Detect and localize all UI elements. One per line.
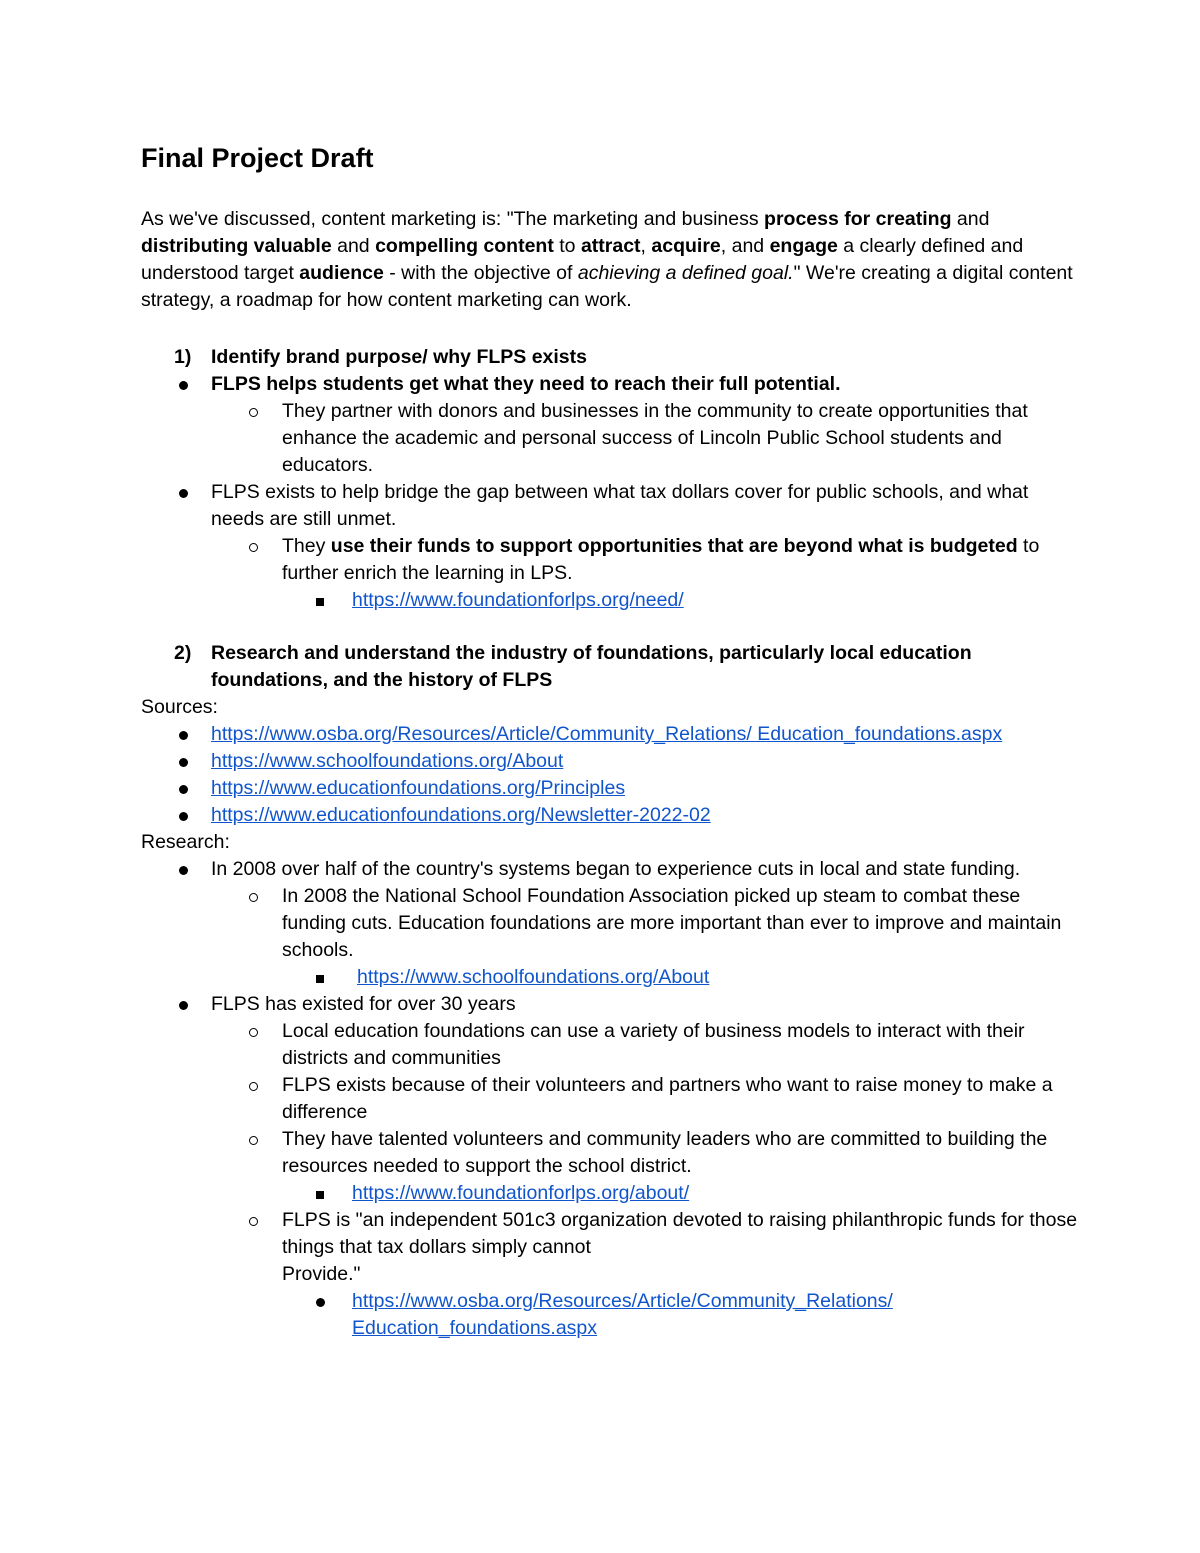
intro-text: As we've discussed, content marketing is: "The marketing and business xyxy=(141,208,765,230)
bullet-dot-icon xyxy=(179,775,188,802)
list-item xyxy=(141,775,1081,802)
section-2-heading xyxy=(141,640,1081,694)
list-item xyxy=(141,991,1081,1018)
intro-text: and xyxy=(951,208,990,230)
list-item xyxy=(141,533,1081,587)
list-item xyxy=(141,587,1081,614)
list-item-text: Provide." xyxy=(282,1263,361,1285)
research-label: Research: xyxy=(141,831,230,853)
section-1-heading-text: Identify brand purpose/ why FLPS exists xyxy=(211,346,587,368)
link-osba-education-foundations[interactable]: https://www.osba.org/Resources/Article/Community_Relations/ Education_foundations.aspx xyxy=(352,1290,893,1339)
intro-text: to xyxy=(553,235,581,257)
intro-bold: audience xyxy=(299,262,384,284)
intro-bold: acquire xyxy=(651,235,721,257)
bullet-dot-icon xyxy=(179,802,188,829)
list-item xyxy=(141,748,1081,775)
bullet-dot-icon xyxy=(179,991,188,1018)
section-1-number: 1) xyxy=(174,346,192,368)
intro-text: " We're creating a digital content strategy, a roadmap for how content marketing can work. xyxy=(141,262,1073,311)
bullet-circle-icon xyxy=(249,1126,258,1153)
list-item xyxy=(141,1288,1081,1342)
link-source-schoolfoundations[interactable]: https://www.schoolfoundations.org/About xyxy=(211,750,564,772)
intro-text: and xyxy=(331,235,376,257)
list-item-bold: use their funds to support opportunities that are beyond what is budgeted xyxy=(330,535,1018,557)
list-item-text: In 2008 the National School Foundation Association picked up steam to combat these funding cuts. Education foundations are more important than ever to improve and maintain schools. xyxy=(282,885,1062,961)
link-source-osba[interactable]: https://www.osba.org/Resources/Article/Community_Relations/ Education_foundations.aspx xyxy=(211,723,1003,745)
document-title: Final Project Draft xyxy=(141,143,374,173)
list-item xyxy=(141,1126,1081,1180)
intro-bold: attract xyxy=(580,235,641,257)
intro-bold: compelling content xyxy=(375,235,554,257)
list-item xyxy=(141,802,1081,829)
bullet-dot-icon xyxy=(179,856,188,883)
sources-label: Sources: xyxy=(141,696,218,718)
bullet-square-icon xyxy=(316,587,324,614)
bullet-dot-icon xyxy=(316,1288,325,1315)
list-item-text: In 2008 over half of the country's systems began to experience cuts in local and state funding. xyxy=(211,858,1021,880)
list-item xyxy=(141,1018,1081,1072)
intro-text: - with the objective of xyxy=(383,262,578,284)
link-foundationforlps-need[interactable]: https://www.foundationforlps.org/need/ xyxy=(352,589,684,611)
bullet-circle-icon xyxy=(249,533,258,560)
bullet-circle-icon xyxy=(249,883,258,910)
section-2-heading-text: Research and understand the industry of foundations, particularly local education foundations, and the history of FLPS xyxy=(211,642,972,691)
link-source-newsletter[interactable]: https://www.educationfoundations.org/Newsletter-2022-02 xyxy=(211,804,711,826)
list-item-text: They partner with donors and businesses in the community to create opportunities that enhance the academic and personal success of Lincoln Public School students and educators. xyxy=(282,400,1028,476)
list-item xyxy=(141,479,1081,533)
bullet-dot-icon xyxy=(179,479,188,506)
intro-bold: distributing valuable xyxy=(141,235,332,257)
document-body xyxy=(141,138,1081,1342)
list-item xyxy=(141,398,1081,479)
list-item-text: FLPS exists to help bridge the gap between what tax dollars cover for public schools, and what needs are still unmet. xyxy=(211,481,1029,530)
bullet-dot-icon xyxy=(179,721,188,748)
list-item xyxy=(141,964,1081,991)
link-schoolfoundations-about[interactable]: https://www.schoolfoundations.org/About xyxy=(357,966,710,988)
intro-bold: process for creating xyxy=(764,208,952,230)
intro-bold: engage xyxy=(769,235,838,257)
bullet-dot-icon xyxy=(179,371,188,398)
list-item xyxy=(141,1180,1081,1207)
list-item-text: FLPS has existed for over 30 years xyxy=(211,993,516,1015)
intro-paragraph xyxy=(141,206,1081,314)
link-foundationforlps-about[interactable]: https://www.foundationforlps.org/about/ xyxy=(352,1182,690,1204)
list-item-text: FLPS helps students get what they need to reach their full potential. xyxy=(211,373,841,395)
list-item xyxy=(141,371,1081,398)
bullet-square-icon xyxy=(316,1180,324,1207)
link-source-principles[interactable]: https://www.educationfoundations.org/Principles xyxy=(211,777,626,799)
intro-text: a clearly defined and understood target xyxy=(141,235,1024,284)
list-item-text: to further enrich the learning in LPS. xyxy=(282,535,1040,584)
list-item xyxy=(141,856,1081,883)
list-item xyxy=(141,883,1081,964)
bullet-circle-icon xyxy=(249,1018,258,1045)
list-item-text: They xyxy=(282,535,331,557)
intro-text: , xyxy=(640,235,652,257)
section-1-heading xyxy=(141,344,1081,371)
list-item xyxy=(141,721,1081,748)
bullet-square-icon xyxy=(316,964,324,991)
list-item-text: FLPS is "an independent 501c3 organization devoted to raising philanthropic funds for those things that tax dollars simply cannot xyxy=(282,1209,1078,1258)
list-item xyxy=(141,1072,1081,1126)
list-item xyxy=(141,1207,1081,1288)
intro-text: , and xyxy=(720,235,770,257)
bullet-dot-icon xyxy=(179,748,188,775)
section-2-number: 2) xyxy=(174,642,192,664)
spacer xyxy=(141,614,1081,640)
list-item-text: FLPS exists because of their volunteers and partners who want to raise money to make a difference xyxy=(282,1074,1053,1123)
intro-italic: achieving a defined goal. xyxy=(577,262,794,284)
bullet-circle-icon xyxy=(249,398,258,425)
list-item-text: They have talented volunteers and community leaders who are committed to building the resources needed to support the school district. xyxy=(282,1128,1048,1177)
bullet-circle-icon xyxy=(249,1207,258,1234)
list-item-text: Local education foundations can use a variety of business models to interact with their districts and communities xyxy=(282,1020,1025,1069)
bullet-circle-icon xyxy=(249,1072,258,1099)
